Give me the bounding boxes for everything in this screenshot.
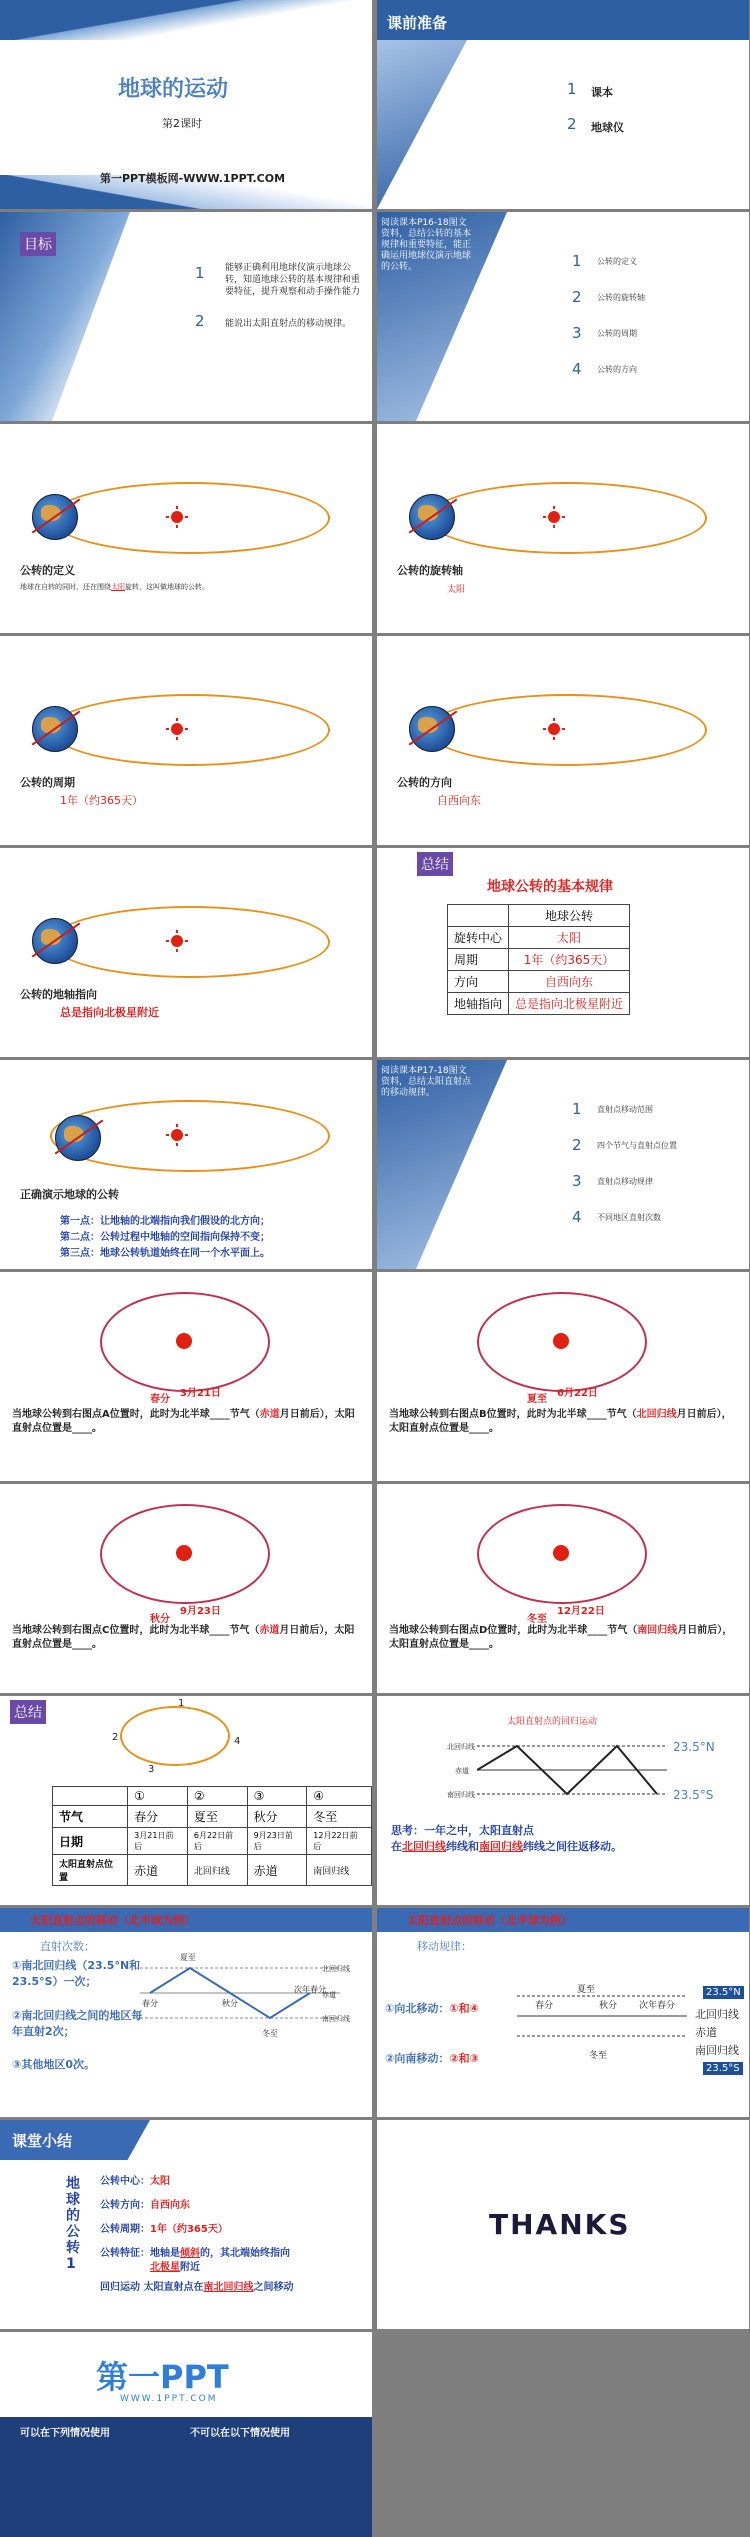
- south-rule: ②向南移动：②和③: [385, 2052, 479, 2065]
- answer-text: 自西向东: [437, 794, 481, 807]
- term-label: 春分: [142, 1999, 158, 2008]
- tag-label: 总结: [417, 852, 453, 876]
- sun-icon: [173, 1330, 195, 1352]
- slide-question-a[interactable]: [0, 1272, 372, 1481]
- sun-icon: [166, 1124, 188, 1146]
- header-title: 太阳直射点的移动（北半球为例）: [407, 1914, 572, 1927]
- header-title: 课堂小结: [12, 2132, 73, 2150]
- orbit-ellipse: [427, 482, 707, 554]
- item-label: 直射点移动范围: [597, 1105, 653, 1114]
- item-number: 4: [572, 1208, 582, 1226]
- sub-title: 直射次数：: [40, 1940, 95, 1953]
- item-label: 公转的旋转轴: [597, 293, 645, 302]
- slide-direction[interactable]: [377, 636, 749, 845]
- question-text: 当地球公转到右图点B位置时，此时为北半球____节气（北回归线月日前后），太阳直射点位置是____。: [389, 1409, 732, 1434]
- term-label: 夏至: [180, 1953, 196, 1962]
- footer-text: 第一PPT模板网-WWW.1PPT.COM: [100, 172, 286, 185]
- item-number: 3: [572, 324, 582, 342]
- thanks-text: THANKS: [489, 2208, 631, 2241]
- term-label: 春分: [150, 1394, 170, 1405]
- side-title: 地球的公转1: [66, 2176, 80, 2272]
- logo-text: 第一PPT: [96, 2358, 229, 2396]
- slide-class-summary[interactable]: [0, 2120, 372, 2329]
- slide-question-b[interactable]: [377, 1272, 749, 1481]
- term-label: 次年春分: [294, 1985, 326, 1994]
- regression-diagram: [477, 1736, 667, 1806]
- summary-line: 公转方向：自西向东: [100, 2200, 190, 2211]
- slide-prep[interactable]: [377, 0, 749, 209]
- can-use-title: 可以在下列情况使用: [20, 2428, 110, 2439]
- item-label: 公转的方向: [597, 365, 637, 374]
- question-text: 当地球公转到右图点D位置时，此时为北半球____节气（南回归线月日前后），太阳直射点位置是____。: [389, 1625, 733, 1650]
- orbit-point: 1: [178, 1698, 185, 1709]
- summary-line: 公转中心：太阳: [100, 2176, 170, 2187]
- sun-icon: [543, 718, 565, 740]
- summary-line: 回归运动 太阳直射点在南北回归线之间移动: [100, 2282, 294, 2293]
- orbit-ellipse: [50, 482, 330, 554]
- slide-label: 公转的地轴指向: [20, 988, 97, 1001]
- empty-cell: [377, 2332, 749, 2537]
- north-rule: ①向北移动：①和④: [385, 2002, 479, 2015]
- date-label: 3月21日: [180, 1388, 221, 1399]
- date-label: 12月22日: [557, 1606, 605, 1617]
- item-number: 1: [572, 1100, 582, 1118]
- slide-goals[interactable]: [0, 212, 372, 421]
- slide-period[interactable]: [0, 636, 372, 845]
- subtitle: 第2课时: [162, 117, 202, 130]
- term-label: 夏至: [527, 1394, 547, 1405]
- item-label: 直射点移动规律: [597, 1177, 653, 1186]
- think-line-1: 思考：一年之中，太阳直射点: [391, 1824, 534, 1837]
- goal-text: 能够正确利用地球仪演示地球公转，知道地球公转的基本规律和重要特征，提升观察和动手操作能力: [225, 263, 361, 297]
- earth-icon: [32, 494, 78, 540]
- summary-line: 北极星附近: [150, 2262, 200, 2273]
- line-label: 南回归线: [447, 1791, 475, 1799]
- item-number: 1: [195, 264, 205, 282]
- definition-note: 地球在自转的同时，还在围绕太阳旋转，这叫做地球的公转。: [20, 583, 209, 591]
- table-cell: 自西向东: [509, 971, 630, 993]
- slide-reading-1[interactable]: [377, 212, 749, 421]
- orbit-ellipse: [50, 694, 330, 766]
- orbit-point: 2: [112, 1732, 119, 1743]
- slide-regression[interactable]: [377, 1696, 749, 1905]
- summary-line: 公转特征：地轴是倾斜的，其北端始终指向: [100, 2248, 290, 2259]
- slide-summary-table[interactable]: [377, 848, 749, 1057]
- demo-point: 第三点：地球公转轨道始终在同一个水平面上。: [60, 1248, 270, 1259]
- summary-line: 公转周期：1年（约365天）: [100, 2224, 228, 2235]
- goal-text: 能说出太阳直射点的移动规律。: [225, 319, 352, 329]
- orbit-point: 4: [234, 1736, 241, 1747]
- sun-icon: [543, 506, 565, 528]
- slide-axis-pointing[interactable]: [0, 848, 372, 1057]
- item-number: 4: [572, 360, 582, 378]
- table-cell: 方向: [448, 971, 509, 993]
- orbit-ellipse: [50, 906, 330, 978]
- answer-line: ②南北回归线之间的地区每年直射2次；: [12, 2009, 143, 2038]
- table-cell: 周期: [448, 949, 509, 971]
- table-header: 地球公转: [509, 905, 630, 927]
- terms-table: ① ② ③ ④ 节气 春分 夏至 秋分 冬至 日期 3月21日前后 6月22日前后 9月23日前后 12月22日前后 太阳直射点位置 赤道 北回归线 赤道 南回归线: [52, 1786, 372, 1886]
- demo-point: 第一点：让地轴的北端指向我们假设的北方向；: [60, 1216, 270, 1227]
- line-label: 南回归线: [695, 2044, 739, 2057]
- slide-label: 公转的方向: [397, 776, 452, 789]
- item-label: 课本: [591, 86, 613, 99]
- date-label: 6月22日: [557, 1388, 598, 1399]
- earth-icon: [55, 1115, 101, 1161]
- item-number: 1: [572, 252, 582, 270]
- line-label: 北回归线: [322, 1965, 350, 1973]
- tag-label: 目标: [20, 232, 56, 256]
- question-text: 当地球公转到右图点A位置时，此时为北半球____节气（赤道月日前后），太阳直射点位置是____。: [12, 1409, 355, 1434]
- header-title: 课前准备: [387, 14, 448, 32]
- item-number: 3: [572, 1172, 582, 1190]
- answer-text: 1年（约365天）: [60, 794, 143, 807]
- item-label: 公转的定义: [597, 257, 637, 266]
- answer-line: ①南北回归线（23.5°N和23.5°S）一次；: [12, 1959, 141, 1988]
- slide-label: 正确演示地球的公转: [20, 1188, 119, 1201]
- table-cell: 旋转中心: [448, 927, 509, 949]
- slide-credits[interactable]: [0, 2332, 372, 2537]
- term-label: 冬至: [589, 2051, 608, 2061]
- page-title: 地球的运动: [118, 77, 229, 102]
- sun-icon: [550, 1330, 572, 1352]
- table-cell: 太阳: [509, 927, 630, 949]
- cannot-use-title: 不可以在以下情况使用: [190, 2428, 290, 2439]
- logo-url: WWW.1PPT.COM: [120, 2394, 218, 2404]
- item-number: 1: [567, 80, 577, 98]
- item-number: 2: [572, 1136, 582, 1154]
- slide-definition[interactable]: [0, 424, 372, 633]
- side-stripe: [377, 40, 467, 209]
- slide-direct-count[interactable]: [0, 1908, 372, 2117]
- line-label: 赤道: [322, 1991, 336, 1999]
- latitude-badge: 23.5°N: [703, 1986, 744, 1999]
- table-title: 地球公转的基本规律: [487, 879, 613, 895]
- item-number: 2: [567, 115, 577, 133]
- slide-question-c[interactable]: [0, 1484, 372, 1693]
- line-label: 赤道: [695, 2026, 717, 2039]
- orbit-ellipse: [427, 694, 707, 766]
- slide-title[interactable]: [0, 0, 372, 209]
- slide-demo[interactable]: [0, 1060, 372, 1269]
- term-label: 秋分: [222, 1999, 238, 2008]
- sun-icon: [550, 1542, 572, 1564]
- term-label: 春分: [535, 2001, 554, 2011]
- slide-question-d[interactable]: [377, 1484, 749, 1693]
- term-label: 冬至: [262, 2029, 278, 2038]
- term-label: 秋分: [599, 2001, 618, 2011]
- line-label: 南回归线: [322, 2015, 350, 2023]
- sun-icon: [166, 718, 188, 740]
- item-label: 公转的周期: [597, 329, 637, 338]
- table-cell: 总是指向北极星附近: [509, 993, 630, 1015]
- think-line-2: 在北回归线纬线和南回归线纬线之间往返移动。: [391, 1840, 622, 1853]
- item-label: 不同地区直射次数: [597, 1213, 661, 1222]
- answer-text: 太阳: [447, 585, 466, 595]
- diagram-title: 太阳直射点的回归运动: [507, 1717, 598, 1727]
- term-label: 次年春分: [639, 2001, 676, 2011]
- item-label: 四个节气与直射点位置: [597, 1141, 677, 1150]
- demo-point: 第二点：公转过程中地轴的空间指向保持不变；: [60, 1232, 270, 1243]
- answer-line: ③其他地区0次。: [12, 2058, 95, 2071]
- summary-table: [447, 904, 630, 1015]
- date-label: 9月23日: [180, 1606, 221, 1617]
- slide-label: 公转的定义: [20, 564, 75, 577]
- question-text: 当地球公转到右图点C位置时，此时为北半球____节气（赤道月日前后），太阳直射点位置是____。: [12, 1625, 355, 1650]
- item-number: 2: [195, 312, 205, 330]
- earth-icon: [32, 706, 78, 752]
- term-label: 冬至: [527, 1614, 547, 1625]
- line-label: 北回归线: [447, 1743, 475, 1751]
- top-stripe: [0, 0, 372, 40]
- line-label: 北回归线: [695, 2008, 739, 2021]
- answer-text: 总是指向北极星附近: [60, 1006, 159, 1019]
- item-number: 2: [572, 288, 582, 306]
- earth-icon: [409, 706, 455, 752]
- sub-title: 移动规律：: [417, 1940, 472, 1953]
- header-title: 太阳直射点的移动（北半球为例）: [30, 1914, 195, 1927]
- earth-icon: [409, 494, 455, 540]
- latitude-badge: 23.5°S: [703, 2062, 743, 2075]
- item-label: 地球仪: [591, 121, 624, 134]
- sun-icon: [166, 506, 188, 528]
- earth-icon: [32, 918, 78, 964]
- slide-axis[interactable]: [377, 424, 749, 633]
- intro-text: 阅读课本P16-18图文资料，总结公转的基本规律和重要特征，能正确运用地球仪演示地球的公转。: [381, 218, 472, 272]
- sun-icon: [166, 930, 188, 952]
- latitude-label: 23.5°N: [673, 1740, 715, 1754]
- slide-thanks[interactable]: [377, 2120, 749, 2329]
- table-cell: 1年（约365天）: [509, 949, 630, 971]
- orbit-point: 3: [148, 1764, 155, 1775]
- sun-icon: [173, 1542, 195, 1564]
- slide-move-rule[interactable]: [377, 1908, 749, 2117]
- line-label: 赤道: [455, 1767, 469, 1775]
- slide-summary-terms[interactable]: [0, 1696, 372, 1905]
- term-label: 夏至: [577, 1985, 596, 1995]
- slide-label: 公转的周期: [20, 776, 75, 789]
- slide-reading-2[interactable]: [377, 1060, 749, 1269]
- intro-text: 阅读课本P17-18图文资料，总结太阳直射点的移动规律。: [381, 1066, 472, 1098]
- table-cell: 地轴指向: [448, 993, 509, 1015]
- slide-label: 公转的旋转轴: [397, 564, 463, 577]
- latitude-label: 23.5°S: [673, 1788, 714, 1802]
- tag-label: 总结: [10, 1700, 46, 1724]
- orbit-ellipse: [120, 1706, 230, 1766]
- term-label: 秋分: [150, 1614, 170, 1625]
